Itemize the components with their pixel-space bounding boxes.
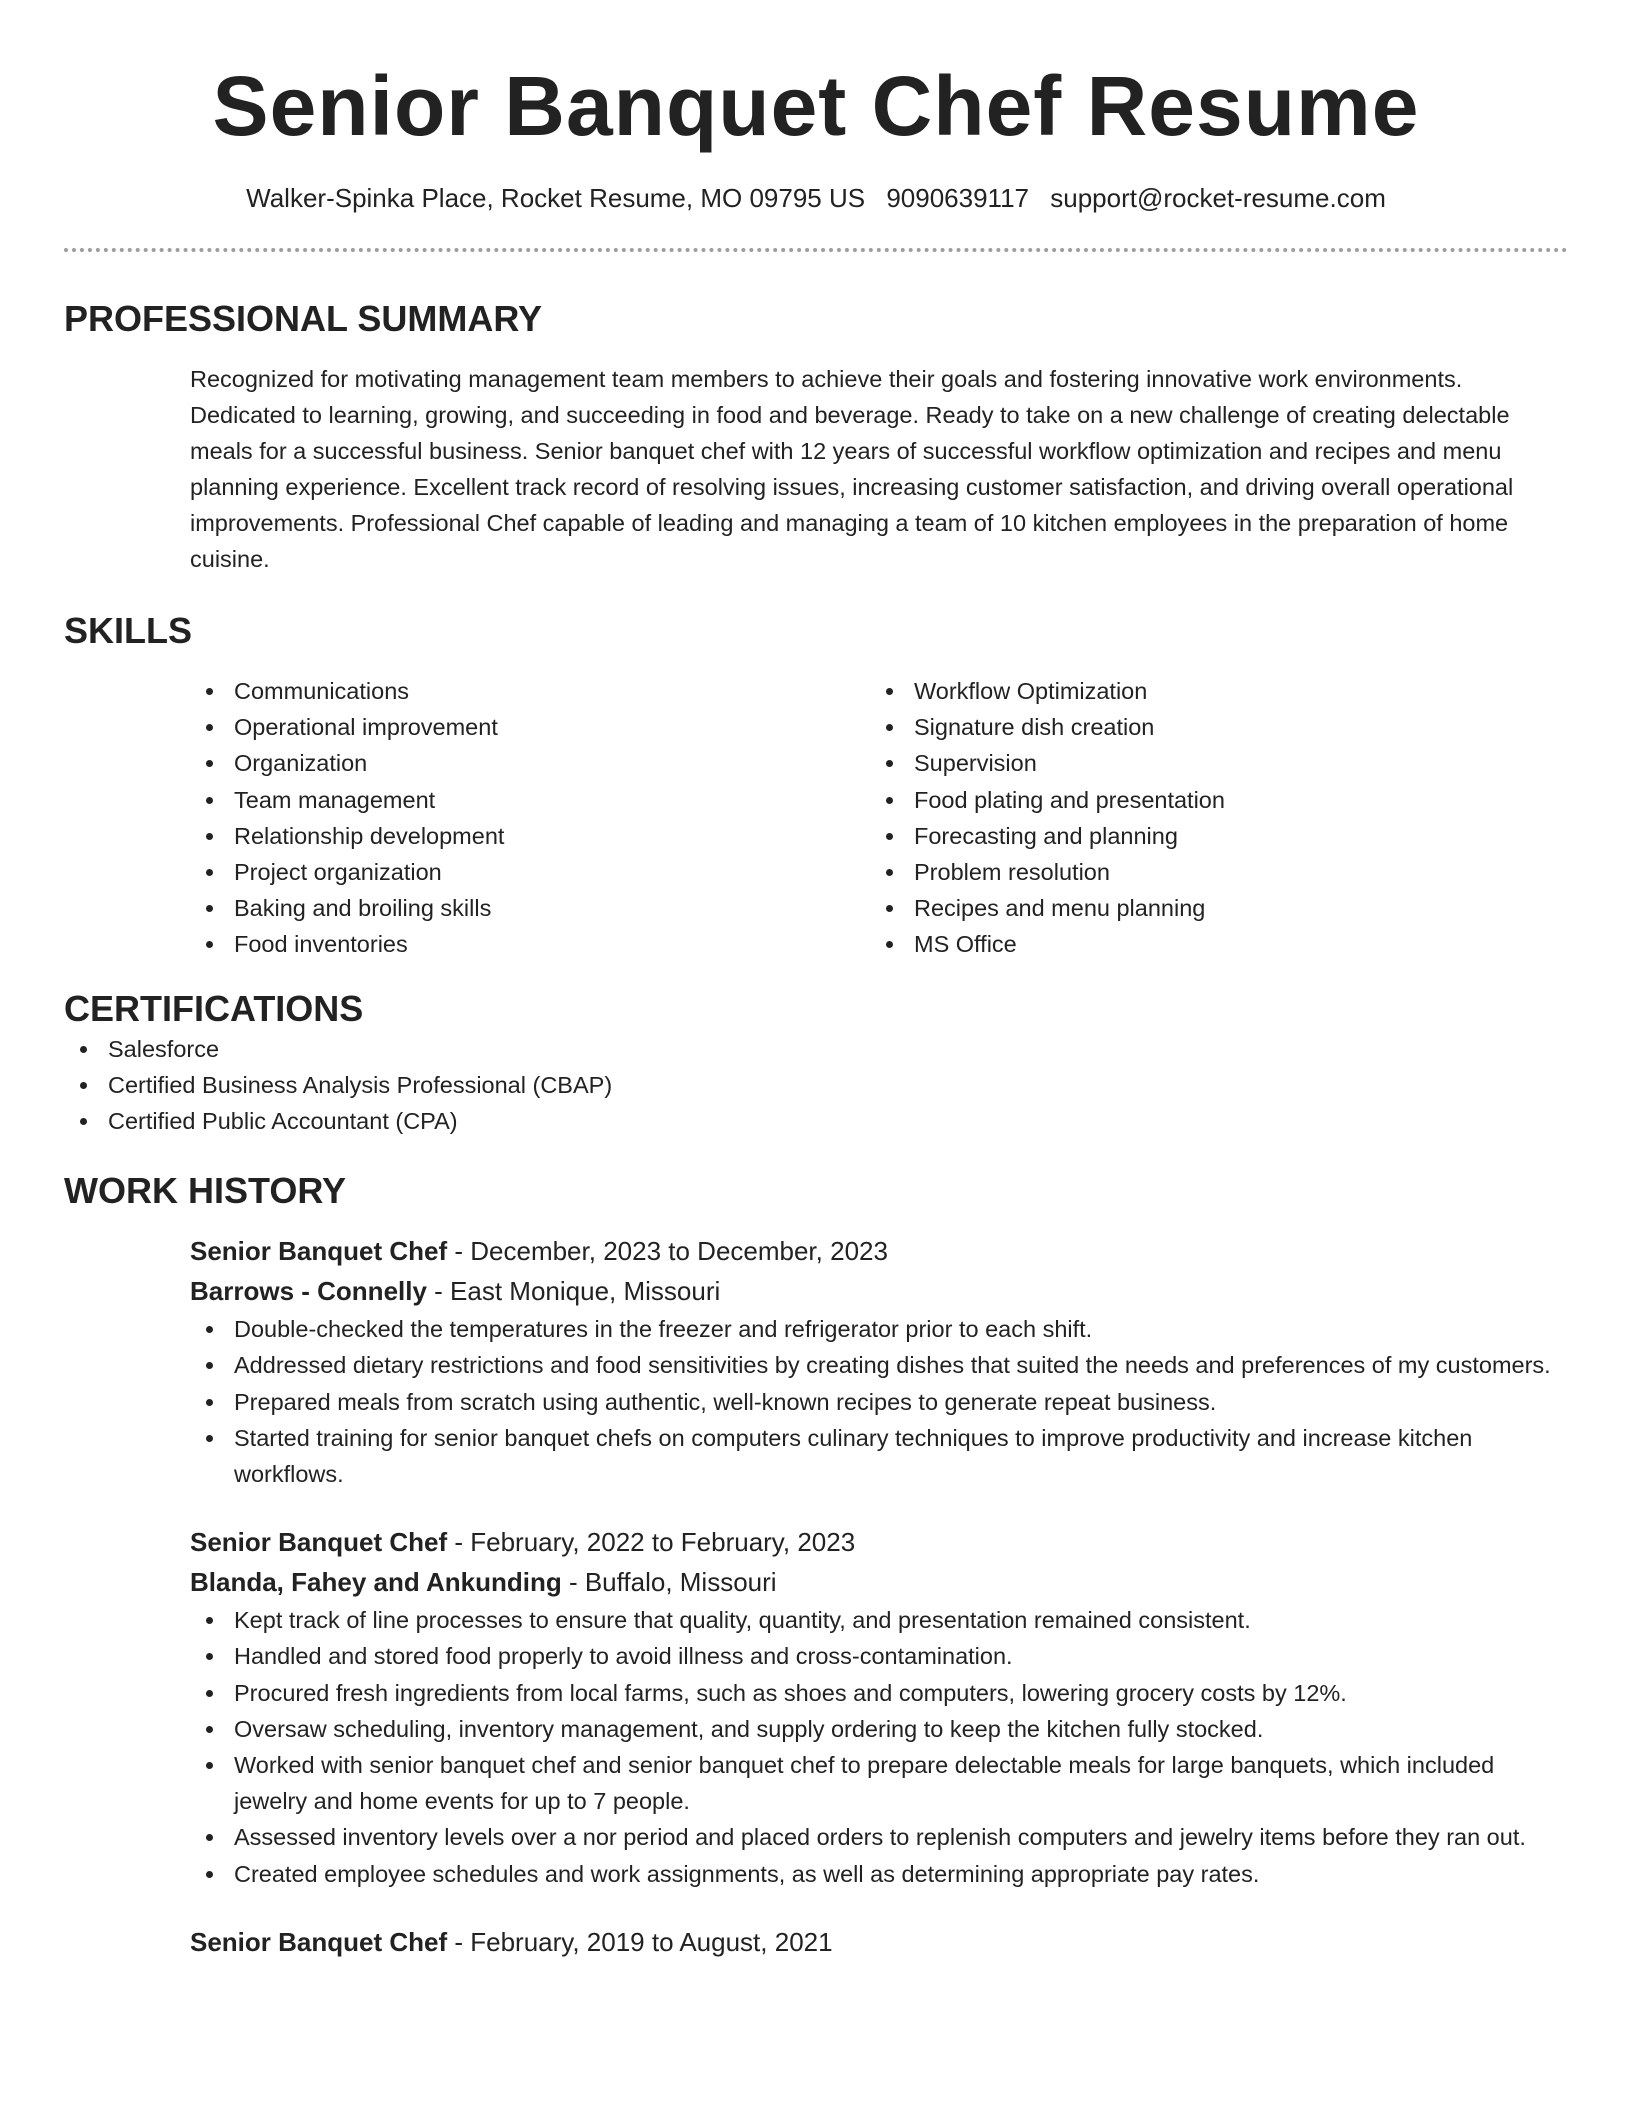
job-role: Senior Banquet Chef xyxy=(190,1236,448,1267)
job-entry xyxy=(190,1522,1568,1892)
job-location: - East Monique, Missouri xyxy=(426,1276,721,1307)
job-bullet: Procured fresh ingredients from local farms, such as shoes and computers, lowering grocery costs by 12%. xyxy=(190,1675,1568,1711)
contact-line xyxy=(64,180,1568,216)
job-bullets xyxy=(190,1311,1568,1492)
certification-item: Certified Business Analysis Professional (CBAP) xyxy=(64,1067,1568,1103)
contact-address: Walker-Spinka Place, Rocket Resume, MO 09795 US xyxy=(246,183,866,213)
resume-page xyxy=(64,0,1568,1962)
skill-item: Baking and broiling skills xyxy=(190,890,870,926)
job-company: Barrows - Connelly xyxy=(190,1276,427,1307)
job-role-line xyxy=(190,1231,1568,1271)
job-entry xyxy=(190,1231,1568,1492)
skill-item: Operational improvement xyxy=(190,709,870,745)
job-company: Blanda, Fahey and Ankunding xyxy=(190,1567,562,1598)
contact-email: support@rocket-resume.com xyxy=(1050,183,1386,213)
work-history-heading: WORK HISTORY xyxy=(64,1170,347,1212)
skill-item: Food plating and presentation xyxy=(870,782,1470,818)
skill-item: Workflow Optimization xyxy=(870,673,1470,709)
job-company-line xyxy=(190,1562,1568,1602)
job-bullet: Addressed dietary restrictions and food sensitivities by creating dishes that suited the needs and preferences of my customers. xyxy=(190,1347,1568,1383)
skill-item: Organization xyxy=(190,745,870,781)
skill-item: Supervision xyxy=(870,745,1470,781)
header-divider xyxy=(64,248,1568,252)
skills-left-column xyxy=(190,673,870,963)
job-company-line xyxy=(190,1271,1568,1311)
job-role-line xyxy=(190,1922,1568,1962)
job-bullets xyxy=(190,1602,1568,1892)
job-bullet: Prepared meals from scratch using authentic, well-known recipes to generate repeat business. xyxy=(190,1384,1568,1420)
skill-item: Recipes and menu planning xyxy=(870,890,1470,926)
skill-item: Signature dish creation xyxy=(870,709,1470,745)
job-dates: - February, 2019 to August, 2021 xyxy=(447,1926,833,1957)
skills-right-column xyxy=(870,673,1470,963)
job-dates: - February, 2022 to February, 2023 xyxy=(447,1527,856,1558)
skills-list xyxy=(190,673,1568,963)
certification-item: Certified Public Accountant (CPA) xyxy=(64,1103,1568,1139)
job-bullet: Handled and stored food properly to avoid illness and cross-contamination. xyxy=(190,1638,1568,1674)
skill-item: Relationship development xyxy=(190,818,870,854)
job-role: Senior Banquet Chef xyxy=(190,1527,448,1558)
summary-text: Recognized for motivating management team members to achieve their goals and fostering innovative work environments. Dedicated to learning, growing, and succeeding in food and beverage. Ready to take on a new challenge of creating delectable meals for a successful business. Senior banquet chef with 12 years of successful workflow optimization and recipes and menu planning experience. Excellent track record of resolving issues, increasing customer satisfaction, and driving overall operational improvements. Professional Chef capable of leading and managing a team of 10 kitchen employees in the preparation of home cuisine. xyxy=(190,366,1514,572)
skill-item: Team management xyxy=(190,782,870,818)
job-bullet: Worked with senior banquet chef and senior banquet chef to prepare delectable meals for large banquets, which included jewelry and home events for up to 7 people. xyxy=(190,1747,1568,1819)
skill-item: Food inventories xyxy=(190,926,870,962)
skill-item: Problem resolution xyxy=(870,854,1470,890)
skill-item: Project organization xyxy=(190,854,870,890)
skill-item: MS Office xyxy=(870,926,1470,962)
job-bullet: Started training for senior banquet chefs on computers culinary techniques to improve productivity and increase kitchen workflows. xyxy=(190,1420,1568,1492)
certifications-heading: CERTIFICATIONS xyxy=(64,987,364,1029)
job-bullet: Oversaw scheduling, inventory management, and supply ordering to keep the kitchen fully stocked. xyxy=(190,1711,1568,1747)
certifications-list xyxy=(64,1031,1568,1140)
job-dates: - December, 2023 to December, 2023 xyxy=(447,1236,888,1267)
job-role: Senior Banquet Chef xyxy=(190,1926,448,1957)
job-location: - Buffalo, Missouri xyxy=(561,1567,777,1598)
job-bullet: Created employee schedules and work assignments, as well as determining appropriate pay rates. xyxy=(190,1856,1568,1892)
job-bullet: Double-checked the temperatures in the freezer and refrigerator prior to each shift. xyxy=(190,1311,1568,1347)
job-bullet: Assessed inventory levels over a nor period and placed orders to replenish computers and jewelry items before they ran out. xyxy=(190,1819,1568,1855)
certification-item: Salesforce xyxy=(64,1031,1568,1067)
skill-item: Communications xyxy=(190,673,870,709)
skill-item: Forecasting and planning xyxy=(870,818,1470,854)
job-role-line xyxy=(190,1522,1568,1562)
contact-phone: 9090639117 xyxy=(886,183,1029,213)
skills-heading: SKILLS xyxy=(64,610,193,651)
job-bullet: Kept track of line processes to ensure that quality, quantity, and presentation remained consistent. xyxy=(190,1602,1568,1638)
job-entry xyxy=(190,1922,1568,1962)
resume-title: Senior Banquet Chef Resume xyxy=(212,59,1420,153)
summary-heading: PROFESSIONAL SUMMARY xyxy=(64,298,543,339)
